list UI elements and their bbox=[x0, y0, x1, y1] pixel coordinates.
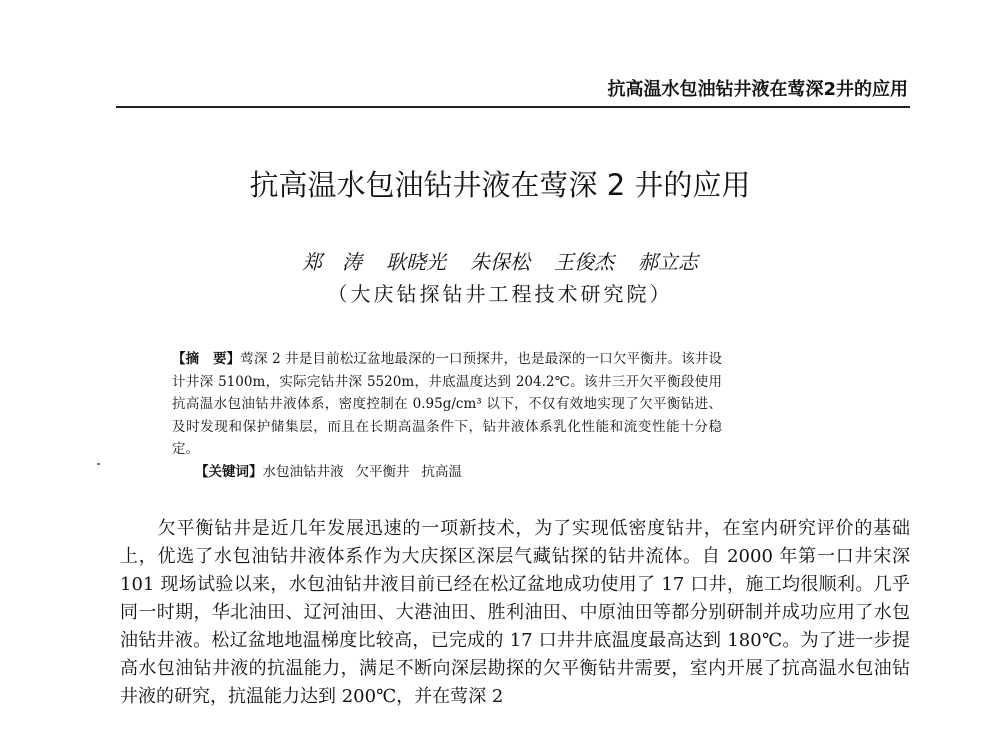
running-header: 抗高温水包油钻井液在莺深2井的应用 bbox=[607, 79, 908, 100]
body-line: 的基础上，优选了水包油钻井液体系作为大庆探区深层气藏钻探的钻井流体。自 2000 年第 bbox=[120, 518, 911, 567]
abstract-line: 计井深 5100m，实际完钻井深 5520m，井底温度达到 204.2℃。该井三开欠平衡段使用抗高温水 bbox=[172, 373, 722, 412]
abstract-line: 储集层，而且在长期高温条件下，钻井液体系乳化性能和流变性能十分稳定。 bbox=[172, 418, 723, 457]
body-line: 分别研制并成功应用了水包油钻井液。松辽盆地地温梯度比较高，已完成的 17 口井井底温 bbox=[120, 602, 911, 651]
header-rule bbox=[116, 106, 910, 108]
abstract bbox=[172, 348, 722, 461]
keyword: 抗高温 bbox=[421, 463, 462, 480]
keyword: 欠平衡井 bbox=[355, 463, 410, 480]
author: 王俊杰 bbox=[554, 250, 614, 274]
body-line: 工均很顺利。几乎同一时期，华北油田、辽河油田、大港油田、胜利油田、中原油田等都 bbox=[120, 574, 910, 623]
body-paragraph bbox=[120, 515, 910, 721]
keyword: 水包油钻井液 bbox=[262, 463, 344, 480]
scan-speck bbox=[97, 463, 100, 465]
paper-title: 抗高温水包油钻井液在莺深 2 井的应用 bbox=[249, 168, 751, 202]
body-line: 一口井宋深 101 现场试验以来，水包油钻井液目前已经在松辽盆地成功使用了 17 口井，施 bbox=[120, 546, 911, 595]
author: 朱保松 bbox=[470, 250, 530, 274]
abstract-line: 包油钻井液体系，密度控制在 0.95g/cm³ 以下，不仅有效地实现了欠平衡钻进、及时发现和保护 bbox=[172, 396, 722, 435]
body-line: 欠平衡钻井是近几年发展迅速的一项新技术，为了实现低密度钻井，在室内研究评价 bbox=[120, 518, 855, 539]
author: 郝立志 bbox=[638, 250, 698, 274]
keywords-label: 【关键词】 bbox=[195, 463, 263, 480]
author: 耿晓光 bbox=[386, 250, 446, 274]
body-line: 度最高达到 180℃。为了进一步提高水包油钻井液的抗温能力，满足不断向深层勘探的欠 bbox=[120, 630, 910, 679]
keywords bbox=[195, 461, 1000, 484]
body-line: 平衡钻井需要，室内开展了抗高温水包油钻井液的研究，抗温能力达到 200℃，并在莺深 2 bbox=[120, 658, 910, 707]
authors bbox=[0, 248, 1000, 276]
abstract-line: 莺深 2 井是目前松辽盆地最深的一口预探井，也是最深的一口欠平衡井。该井设 bbox=[240, 351, 723, 367]
abstract-label: 【摘 要】 bbox=[172, 351, 241, 367]
author: 郑 涛 bbox=[302, 250, 362, 274]
affiliation: （大庆钻探钻井工程技术研究院） bbox=[327, 282, 673, 306]
